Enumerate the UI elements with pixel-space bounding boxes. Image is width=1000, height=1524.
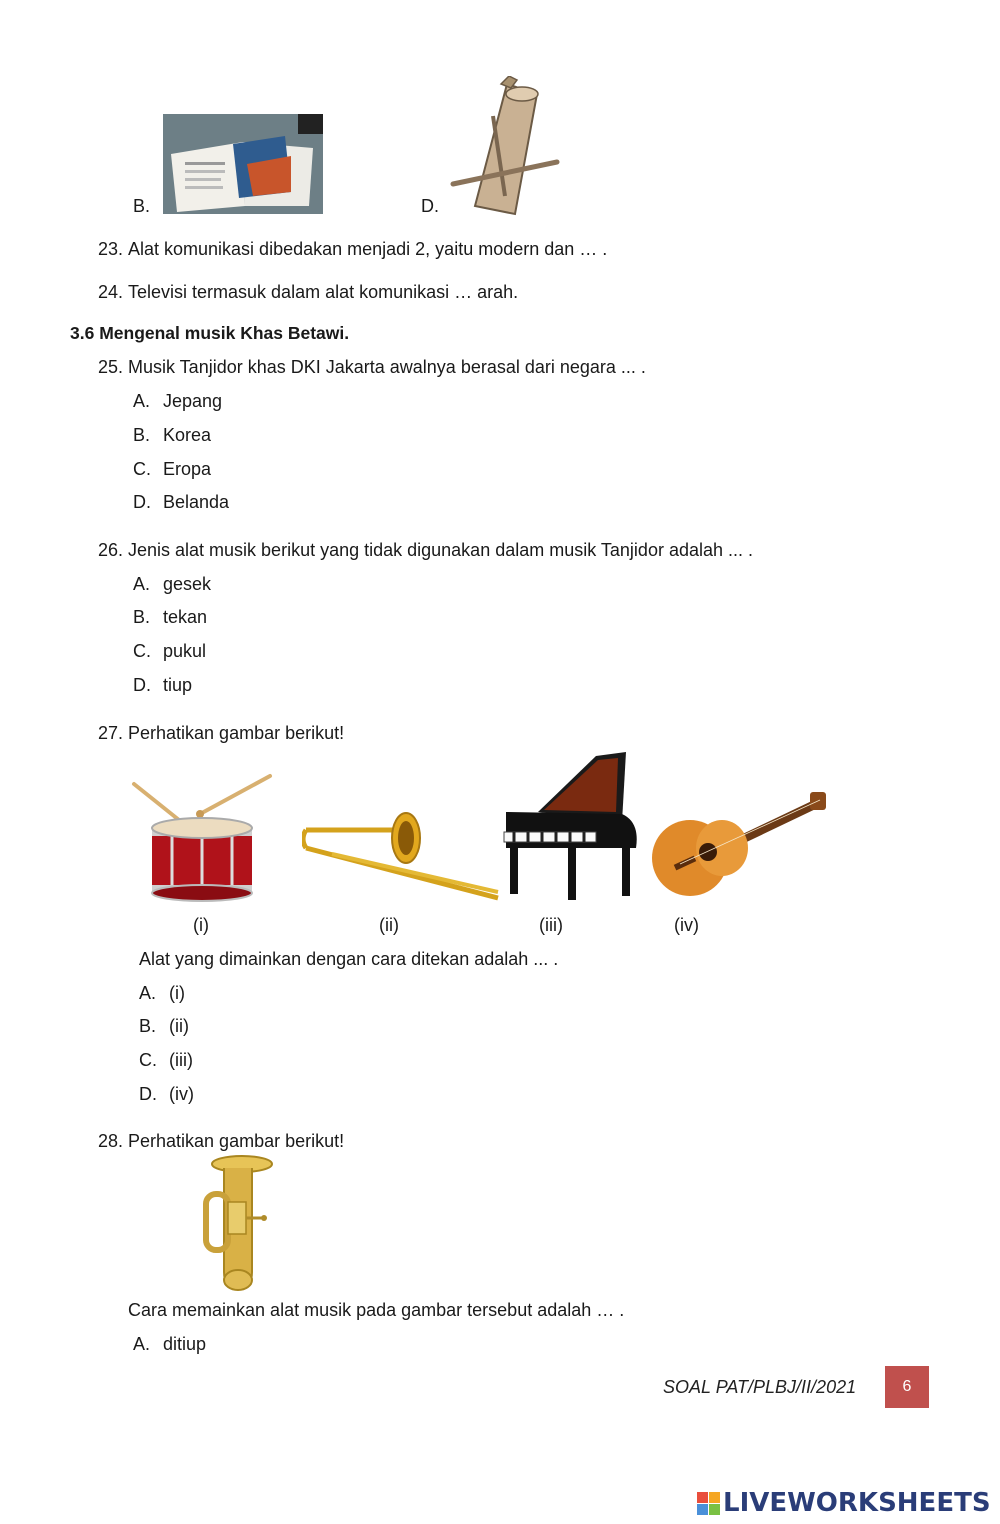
question-27-number: 27.	[98, 723, 124, 743]
option-letter: B.	[133, 425, 151, 445]
option-text: tiup	[163, 675, 193, 695]
kentongan-image	[445, 76, 565, 216]
option-letter: A.	[133, 1334, 151, 1354]
option-letter: B.	[133, 607, 151, 627]
q28-option-a[interactable]	[133, 1334, 207, 1355]
question-28-number: 28.	[98, 1131, 124, 1151]
question-24-number: 24.	[98, 282, 124, 302]
option-letter: D.	[133, 492, 151, 512]
q27-option-c[interactable]	[139, 1050, 193, 1071]
question-23-text: Alat komunikasi dibedakan menjadi 2, yaitu modern dan … .	[128, 239, 608, 259]
option-text: pukul	[163, 641, 207, 661]
page-number-badge: 6	[885, 1366, 929, 1408]
question-25-number: 25.	[98, 357, 124, 377]
option-text: (iv)	[169, 1084, 194, 1104]
option-text: Korea	[163, 425, 212, 445]
tuba-image	[190, 1154, 280, 1292]
section-heading: 3.6 Mengenal musik Khas Betawi.	[70, 323, 350, 343]
question-24-text: Televisi termasuk dalam alat komunikasi … arah.	[128, 282, 519, 302]
drum-image	[130, 770, 275, 905]
option-letter: A.	[139, 983, 157, 1003]
option-letter: C.	[139, 1050, 157, 1070]
option-letter: C.	[133, 641, 151, 661]
option-letter: D.	[133, 675, 151, 695]
question-26-number: 26.	[98, 540, 124, 560]
option-text: Jepang	[163, 391, 223, 411]
q25-option-d[interactable]	[133, 492, 230, 513]
guitar-image	[650, 790, 830, 902]
option-text: gesek	[163, 574, 212, 594]
option-letter: A.	[133, 391, 151, 411]
footer-code: SOAL PAT/PLBJ/II/2021	[663, 1377, 857, 1397]
liveworksheets-wordmark: LIVEWORKSHEETS	[723, 1488, 991, 1518]
caption-i: (i)	[193, 915, 209, 935]
option-b-label: B.	[133, 196, 151, 216]
q25-option-b[interactable]	[133, 425, 212, 446]
trombone-image	[302, 808, 502, 908]
option-text: (ii)	[169, 1016, 189, 1036]
option-text: (i)	[169, 983, 185, 1003]
liveworksheets-logo	[697, 1488, 991, 1518]
option-letter: A.	[133, 574, 151, 594]
q25-option-a[interactable]	[133, 391, 223, 412]
option-letter: B.	[139, 1016, 157, 1036]
option-letter: D.	[139, 1084, 157, 1104]
caption-iii: (iii)	[539, 915, 563, 935]
question-26-text: Jenis alat musik berikut yang tidak digunakan dalam musik Tanjidor adalah ... .	[128, 540, 754, 560]
caption-ii: (ii)	[379, 915, 399, 935]
option-text: (iii)	[169, 1050, 193, 1070]
question-27-subtext: Alat yang dimainkan dengan cara ditekan adalah ... .	[139, 949, 559, 969]
question-28-subtext: Cara memainkan alat musik pada gambar tersebut adalah … .	[128, 1300, 625, 1320]
question-25-text: Musik Tanjidor khas DKI Jakarta awalnya berasal dari negara ... .	[128, 357, 646, 377]
q27-option-d[interactable]	[139, 1084, 194, 1105]
q26-option-c[interactable]	[133, 641, 207, 662]
q25-option-c[interactable]	[133, 459, 212, 480]
option-text: Belanda	[163, 492, 230, 512]
q26-option-b[interactable]	[133, 607, 208, 628]
question-27-text: Perhatikan gambar berikut!	[128, 723, 345, 743]
question-28-text: Perhatikan gambar berikut!	[128, 1131, 345, 1151]
option-d-label: D.	[421, 196, 439, 216]
q27-option-a[interactable]	[139, 983, 185, 1004]
option-text: Eropa	[163, 459, 212, 479]
option-text: ditiup	[163, 1334, 207, 1354]
liveworksheets-icon	[697, 1492, 720, 1515]
piano-image	[498, 752, 643, 904]
q26-option-a[interactable]	[133, 574, 212, 595]
caption-iv: (iv)	[674, 915, 699, 935]
q27-option-b[interactable]	[139, 1016, 189, 1037]
magazine-image	[163, 114, 323, 214]
q26-option-d[interactable]	[133, 675, 193, 696]
option-letter: C.	[133, 459, 151, 479]
question-23-number: 23.	[98, 239, 124, 259]
option-text: tekan	[163, 607, 208, 627]
